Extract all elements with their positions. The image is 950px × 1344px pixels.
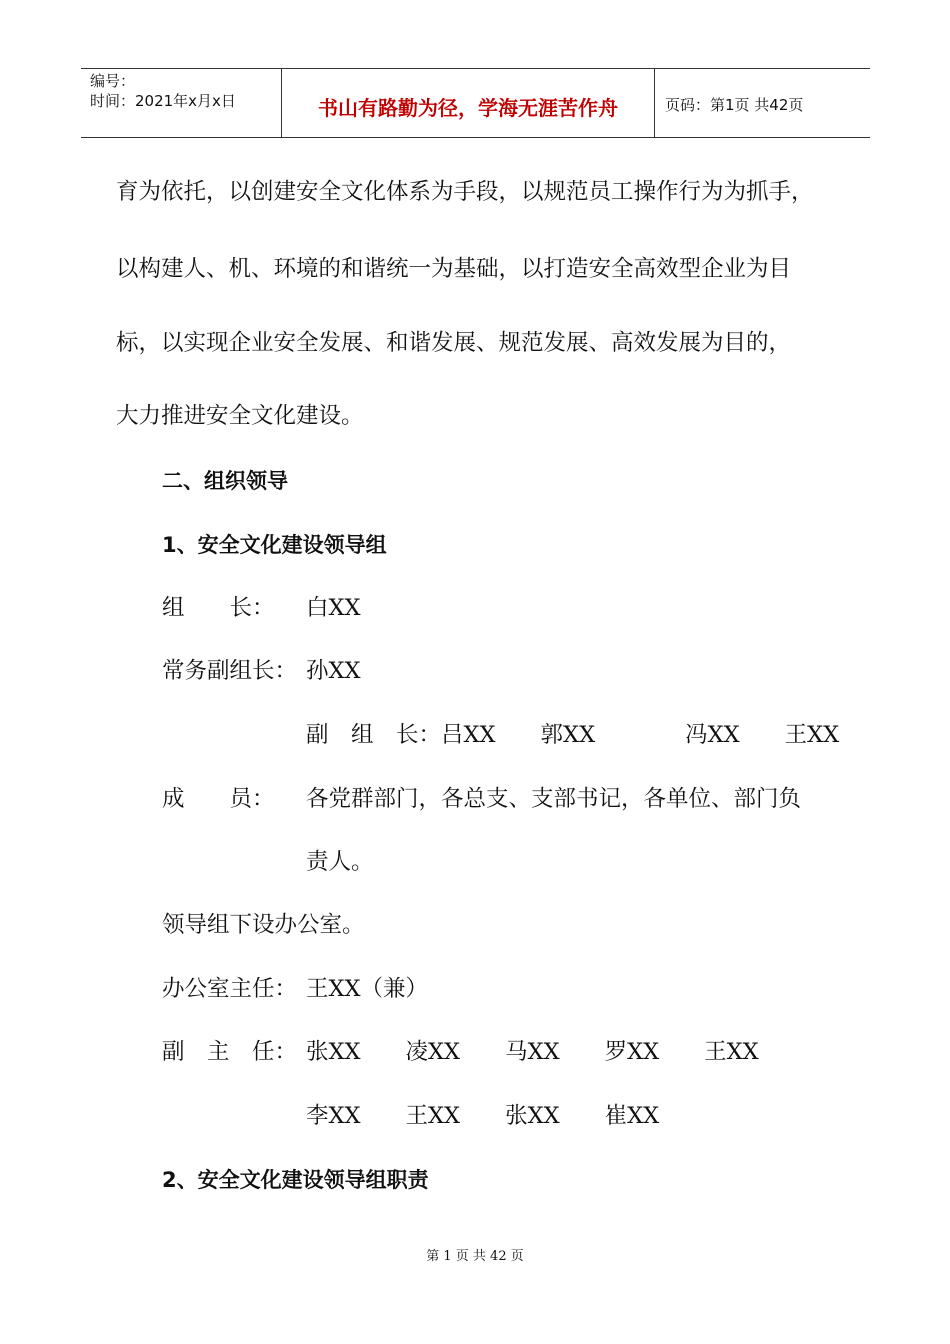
- office-note: 领导组下设办公室。: [162, 912, 365, 938]
- section-heading: 二、组织领导: [162, 469, 288, 493]
- paragraph-line: 育为依托，以创建安全文化体系为手段，以规范员工操作行为为抓手，: [116, 179, 814, 205]
- paragraph-line: 以构建人、机、环境的和谐统一为基础，以打造安全高效型企业为目: [116, 256, 792, 282]
- paragraph-line: 标，以实现企业安全发展、和谐发展、规范发展、高效发展为目的，: [116, 330, 792, 356]
- deputy-label: 副 主 任：: [162, 1039, 298, 1065]
- members-value-cont: 责人。: [306, 849, 374, 875]
- header-meta: [81, 69, 281, 137]
- doc-number-label: 编号：: [90, 72, 136, 90]
- deputy-value: 张XX 凌XX 马XX 罗XX 王XX: [306, 1039, 759, 1065]
- page-header: [81, 68, 870, 138]
- vice-value: 吕XX 郭XX 冯XX 王XX: [441, 722, 840, 748]
- paragraph-line: 大力推进安全文化建设。: [116, 403, 364, 429]
- vice-label: 副 组 长：: [306, 722, 442, 748]
- members-value: 各党群部门，各总支、支部书记，各单位、部门负: [306, 786, 802, 812]
- header-motto-cell: [281, 69, 655, 137]
- subsection-heading: 1、安全文化建设领导组: [162, 533, 387, 557]
- subsection-heading: 2、安全文化建设领导组职责: [162, 1168, 429, 1192]
- header-motto: 书山有路勤为径，学海无涯苦作舟: [318, 96, 618, 120]
- office-director-label: 办公室主任：: [162, 976, 298, 1002]
- office-director-value: 王XX（兼）: [306, 976, 429, 1002]
- vice-leader-line: [306, 720, 839, 750]
- header-page-info: 页码：第1页 共42页: [665, 96, 804, 114]
- members-label: 成 员：: [162, 786, 275, 812]
- leader-label: 组 长：: [162, 595, 275, 621]
- leader-value: 白XX: [306, 595, 361, 621]
- exec-vice-label: 常务副组长：: [162, 658, 298, 684]
- doc-time-label: 时间：2021年x月x日: [90, 92, 236, 110]
- exec-vice-value: 孙XX: [306, 658, 361, 684]
- deputy-value-cont: 李XX 王XX 张XX 崔XX: [306, 1103, 660, 1129]
- page-footer: 第 1 页 共 42 页: [426, 1249, 524, 1264]
